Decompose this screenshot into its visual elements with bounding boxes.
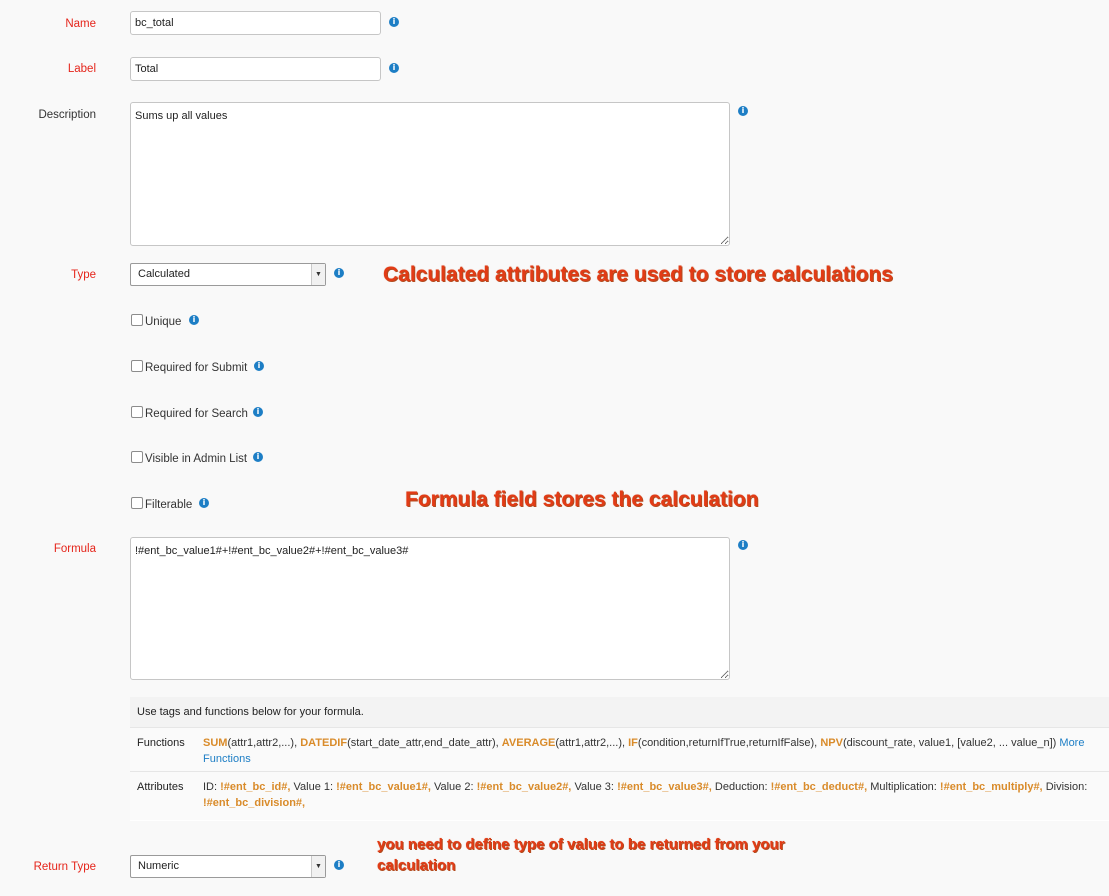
attribute-tag[interactable]: !#ent_bc_value2#,: [476, 781, 572, 793]
type-select-value: Calculated: [138, 268, 190, 280]
attribute-name: Value 2:: [433, 781, 474, 793]
checkbox-icon[interactable]: [131, 406, 143, 418]
function-tag[interactable]: AVERAGE: [501, 737, 556, 749]
name-label: Name: [65, 18, 96, 30]
dropdown-arrow-icon[interactable]: ▼: [311, 856, 325, 877]
description-label: Description: [38, 109, 96, 121]
info-icon[interactable]: i: [389, 63, 399, 73]
functions-label: Functions: [137, 737, 185, 749]
attribute-name: Deduction:: [714, 781, 768, 793]
required-submit-checkbox-label: Required for Submit: [145, 362, 248, 374]
attributes-list: [203, 779, 1099, 811]
attribute-name: Multiplication:: [870, 781, 937, 793]
unique-checkbox-label: Unique: [145, 316, 182, 328]
info-icon[interactable]: i: [389, 17, 399, 27]
filterable-checkbox-row[interactable]: [131, 497, 192, 511]
return-type-select-value: Numeric: [138, 860, 179, 872]
help-attributes-row: [130, 772, 1109, 820]
label-label: Label: [67, 63, 96, 75]
attributes-label: Attributes: [137, 781, 184, 793]
checkbox-icon[interactable]: [131, 360, 143, 372]
label-input[interactable]: [130, 57, 381, 81]
function-tag[interactable]: NPV: [820, 737, 843, 749]
formula-label: Formula: [53, 543, 96, 555]
help-heading: Use tags and functions below for your formula.: [137, 706, 364, 718]
required-search-checkbox-row[interactable]: [131, 406, 248, 420]
visible-admin-list-checkbox-row[interactable]: [131, 451, 247, 465]
attribute-name: Value 3:: [574, 781, 614, 793]
function-args: (attr1,attr2,...),: [555, 737, 626, 749]
info-icon[interactable]: i: [253, 452, 263, 462]
checkbox-icon[interactable]: [131, 314, 143, 326]
attribute-name: Division:: [1045, 781, 1088, 793]
help-header-row: [130, 697, 1109, 728]
info-icon[interactable]: i: [189, 315, 199, 325]
attribute-tag[interactable]: !#ent_bc_value1#,: [336, 781, 431, 793]
filterable-checkbox-label: Filterable: [145, 499, 193, 511]
formula-annotation: Formula field stores the calculation: [405, 488, 759, 511]
checkbox-icon[interactable]: [131, 497, 143, 509]
info-icon[interactable]: i: [199, 498, 209, 508]
checkbox-icon[interactable]: [131, 451, 143, 463]
unique-checkbox-row[interactable]: [131, 314, 181, 328]
name-input[interactable]: [130, 11, 381, 35]
function-args: (start_date_attr,end_date_attr),: [347, 737, 499, 749]
formula-help-panel: [130, 697, 1109, 821]
function-args: (discount_rate, value1, [value2, ... value_n]): [842, 737, 1057, 749]
attribute-name: ID:: [203, 781, 218, 793]
help-functions-row: [130, 728, 1109, 772]
attribute-tag[interactable]: !#ent_bc_multiply#,: [939, 781, 1043, 793]
attribute-tag[interactable]: !#ent_bc_division#,: [203, 797, 306, 809]
description-textarea[interactable]: [130, 102, 730, 246]
dropdown-arrow-icon[interactable]: ▼: [311, 264, 325, 285]
attribute-tag[interactable]: !#ent_bc_deduct#,: [770, 781, 868, 793]
attribute-tag[interactable]: !#ent_bc_value3#,: [617, 781, 712, 793]
function-tag[interactable]: IF: [628, 737, 638, 749]
return-type-annotation: you need to define type of value to be returned from your calculation: [377, 836, 785, 874]
functions-list: [203, 735, 1099, 767]
attribute-name: Value 1:: [293, 781, 334, 793]
function-args: (condition,returnIfTrue,returnIfFalse),: [637, 737, 818, 749]
type-select[interactable]: [130, 263, 326, 286]
attribute-tag[interactable]: !#ent_bc_id#,: [220, 781, 291, 793]
info-icon[interactable]: i: [254, 361, 264, 371]
more-functions-link[interactable]: More Functions: [203, 737, 1085, 765]
function-tag[interactable]: DATEDIF: [300, 737, 348, 749]
info-icon[interactable]: i: [253, 407, 263, 417]
info-icon[interactable]: i: [738, 106, 748, 116]
return-type-select[interactable]: [130, 855, 326, 878]
required-search-checkbox-label: Required for Search: [145, 408, 248, 420]
function-tag[interactable]: SUM: [203, 737, 228, 749]
required-submit-checkbox-row[interactable]: [131, 360, 247, 374]
type-annotation: Calculated attributes are used to store calculations: [383, 263, 893, 286]
function-args: (attr1,attr2,...),: [227, 737, 298, 749]
info-icon[interactable]: i: [334, 860, 344, 870]
info-icon[interactable]: i: [738, 540, 748, 550]
formula-textarea[interactable]: [130, 537, 730, 680]
visible-admin-list-checkbox-label: Visible in Admin List: [145, 453, 248, 465]
return-type-label: Return Type: [33, 861, 96, 873]
info-icon[interactable]: i: [334, 268, 344, 278]
type-label: Type: [71, 269, 96, 281]
